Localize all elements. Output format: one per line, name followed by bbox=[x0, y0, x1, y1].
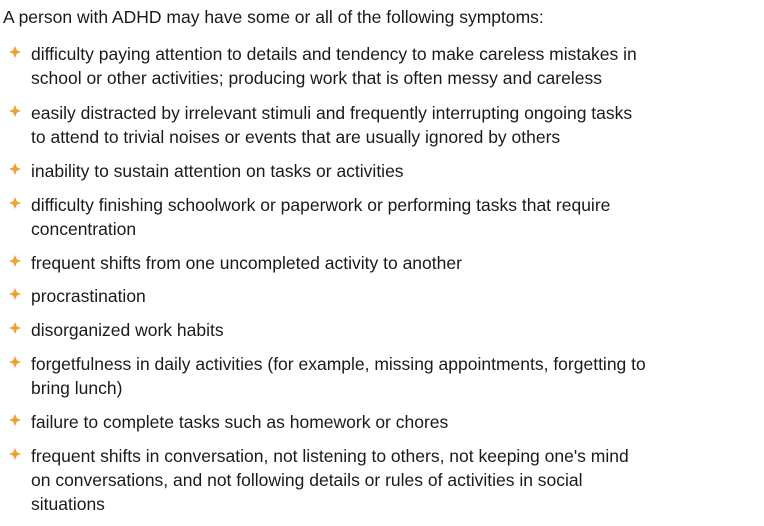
diamond-bullet-icon bbox=[8, 254, 22, 268]
diamond-bullet-icon bbox=[8, 45, 22, 59]
diamond-bullet-icon bbox=[8, 104, 22, 118]
diamond-bullet-icon bbox=[8, 413, 22, 427]
intro-text: A person with ADHD may have some or all of the following symptoms: bbox=[3, 7, 544, 27]
symptom-text: procrastination bbox=[31, 286, 146, 306]
diamond-bullet-icon bbox=[8, 355, 22, 369]
diamond-bullet-icon bbox=[8, 287, 22, 301]
symptom-text: frequent shifts from one uncompleted activity to another bbox=[31, 253, 462, 273]
symptom-text: disorganized work habits bbox=[31, 320, 224, 340]
symptom-text: frequent shifts in conversation, not listening to others, not keeping one's mind on conversations, and not following details or rules of activities in social situations bbox=[31, 446, 629, 514]
symptom-text: inability to sustain attention on tasks or activities bbox=[31, 161, 404, 181]
diamond-bullet-icon bbox=[8, 162, 22, 176]
diamond-bullet-icon bbox=[8, 447, 22, 461]
symptom-text: forgetfulness in daily activities (for example, missing appointments, forgetting to bring lunch) bbox=[31, 354, 646, 398]
symptom-text: difficulty finishing schoolwork or paperwork or performing tasks that require concentration bbox=[31, 195, 611, 239]
symptom-text: easily distracted by irrelevant stimuli and frequently interrupting ongoing tasks to attend to trivial noises or events that are usually ignored by others bbox=[31, 103, 633, 147]
symptom-text: difficulty paying attention to details and tendency to make careless mistakes in school or other activities; producing work that is often messy and careless bbox=[31, 44, 637, 88]
diamond-bullet-icon bbox=[8, 196, 22, 210]
diamond-bullet-icon bbox=[8, 321, 22, 335]
symptom-text: failure to complete tasks such as homework or chores bbox=[31, 412, 449, 432]
